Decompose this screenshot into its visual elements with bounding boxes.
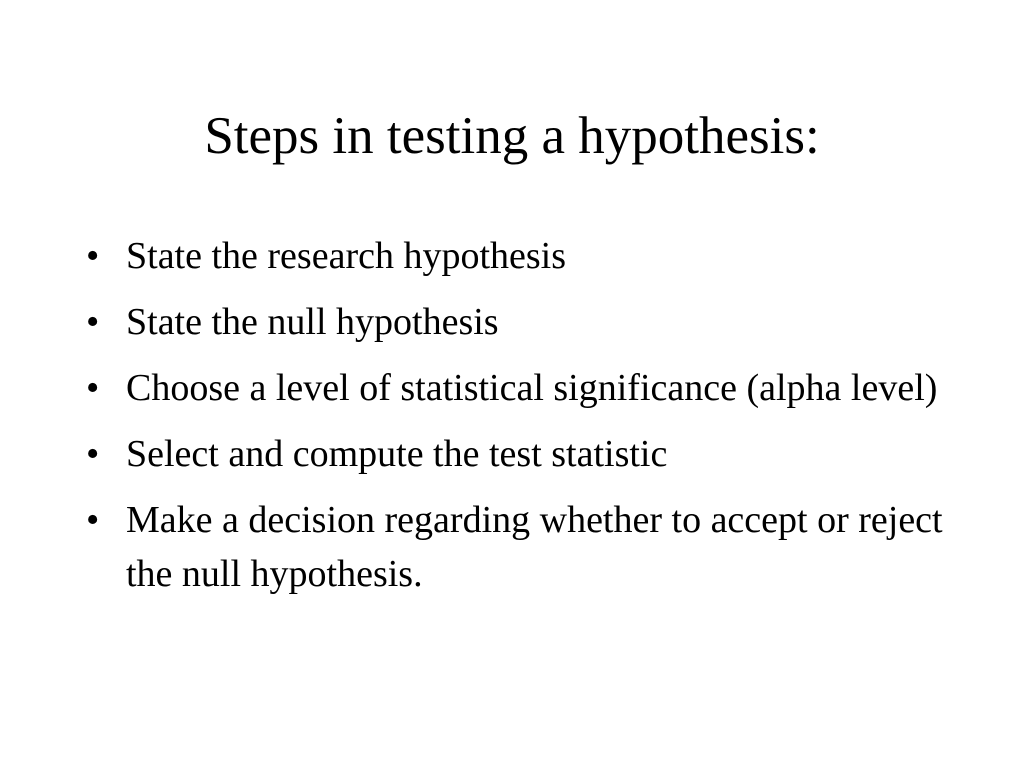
- bullet-item: [86, 493, 946, 601]
- bullet-marker: •: [86, 499, 100, 541]
- bullet-marker: •: [86, 433, 100, 475]
- bullet-text: Make a decision regarding whether to accept or reject the null hypothesis.: [126, 499, 943, 595]
- bullet-text: Select and compute the test statistic: [126, 433, 668, 475]
- slide-title: Steps in testing a hypothesis:: [204, 107, 820, 165]
- bullet-marker: •: [86, 301, 100, 343]
- bullet-list: [86, 229, 946, 613]
- bullet-marker: •: [86, 235, 100, 277]
- bullet-text: State the null hypothesis: [126, 301, 499, 343]
- bullet-item: [86, 295, 946, 349]
- bullet-item: [86, 361, 946, 415]
- bullet-item: [86, 229, 946, 283]
- bullet-item: [86, 427, 946, 481]
- bullet-text: State the research hypothesis: [126, 235, 567, 277]
- bullet-text: Choose a level of statistical significance (alpha level): [126, 367, 938, 409]
- bullet-marker: •: [86, 367, 100, 409]
